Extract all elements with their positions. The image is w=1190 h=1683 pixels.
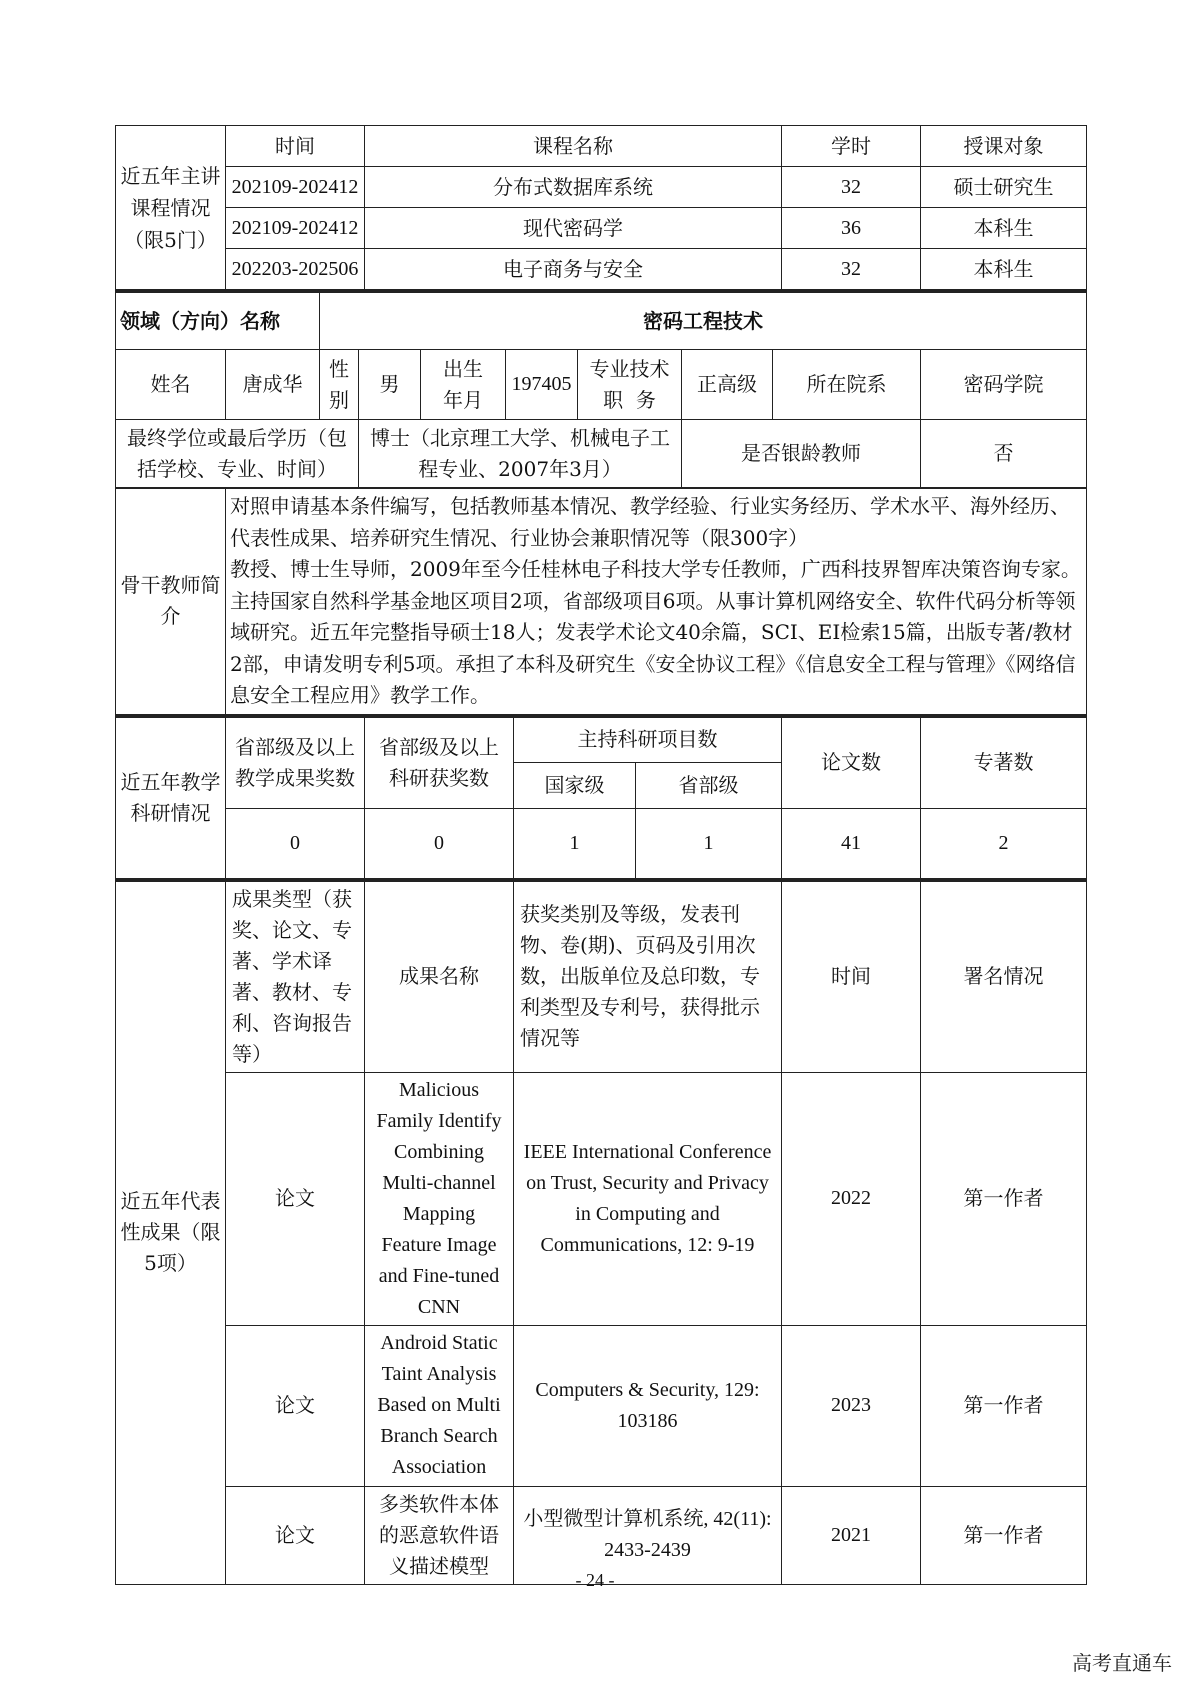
papers-count: 41: [782, 808, 921, 878]
table-row: [116, 249, 1087, 290]
books-count: 2: [921, 808, 1087, 878]
courses-table: [115, 125, 1087, 290]
course-hours: 36: [782, 208, 921, 249]
national-label: 国家级: [514, 762, 636, 808]
teacher-dept: 密码学院: [921, 350, 1087, 420]
achievement-time: 2021: [782, 1486, 921, 1584]
birth-label: 出生年月: [421, 350, 506, 420]
achievement-author: 第一作者: [921, 1072, 1087, 1325]
field-label: 领域（方向）名称: [116, 292, 320, 350]
teach-award-count: 0: [226, 808, 365, 878]
title-label: 专业技术职 务: [578, 350, 682, 420]
table-row: [116, 1325, 1087, 1486]
courses-section-label: 近五年主讲课程情况（限5门）: [116, 126, 226, 290]
teach-award-label: 省部级及以上教学成果奖数: [226, 716, 365, 808]
course-hours: 32: [782, 249, 921, 290]
achievement-detail: 小型微型计算机系统, 42(11): 2433-2439: [514, 1486, 782, 1584]
dept-label: 所在院系: [773, 350, 921, 420]
achievements-table: [115, 879, 1087, 1585]
course-name: 电子商务与安全: [365, 249, 782, 290]
achievements-label: 近五年代表性成果（限5项）: [116, 880, 226, 1584]
degree-label: 最终学位或最后学历（包括学校、专业、时间）: [116, 420, 359, 488]
achievement-type: 论文: [226, 1325, 365, 1486]
col-header-name: 成果名称: [365, 880, 514, 1072]
course-audience: 本科生: [921, 249, 1087, 290]
teacher-degree: 博士（北京理工大学、机械电子工程专业、2007年3月）: [359, 420, 682, 488]
achievement-time: 2022: [782, 1072, 921, 1325]
col-header-detail: 获奖类别及等级，发表刊物、卷(期)、页码及引用次数，出版单位及总印数，专利类型及专利号，获得批示情况等: [514, 880, 782, 1072]
gender-label: 性别: [320, 350, 359, 420]
teacher-info-table: [115, 290, 1087, 488]
sci-award-label: 省部级及以上科研获奖数: [365, 716, 514, 808]
books-label: 专著数: [921, 716, 1087, 808]
intro-label: 骨干教师简介: [116, 489, 226, 715]
achievement-type: 论文: [226, 1486, 365, 1584]
teacher-gender: 男: [359, 350, 421, 420]
papers-label: 论文数: [782, 716, 921, 808]
achievement-detail: Computers & Security, 129: 103186: [514, 1325, 782, 1486]
col-header-author: 署名情况: [921, 880, 1087, 1072]
course-hours: 32: [782, 167, 921, 208]
teacher-silver: 否: [921, 420, 1087, 488]
name-label: 姓名: [116, 350, 226, 420]
table-row: [116, 208, 1087, 249]
achievement-detail: IEEE International Conference on Trust, Security and Privacy in Computing and Communications, 12: 9-19: [514, 1072, 782, 1325]
projects-label: 主持科研项目数: [514, 716, 782, 762]
achievement-time: 2023: [782, 1325, 921, 1486]
research-table: [115, 715, 1087, 879]
provincial-count: 1: [636, 808, 782, 878]
course-time: 202109-202412: [226, 208, 365, 249]
intro-content: [226, 489, 1087, 715]
course-name: 现代密码学: [365, 208, 782, 249]
page-number: - 24 -: [575, 1570, 615, 1590]
table-row: [116, 167, 1087, 208]
col-header-audience: 授课对象: [921, 126, 1087, 167]
teacher-birth: 197405: [506, 350, 578, 420]
field-value: 密码工程技术: [320, 292, 1087, 350]
achievement-name: Malicious Family Identify Combining Multi-channel Mapping Feature Image and Fine-tuned CNN: [365, 1072, 514, 1325]
achievement-author: 第一作者: [921, 1325, 1087, 1486]
national-count: 1: [514, 808, 636, 878]
watermark: 高考直通车: [1072, 1651, 1172, 1675]
research-label: 近五年教学科研情况: [116, 716, 226, 878]
course-time: 202203-202506: [226, 249, 365, 290]
course-audience: 硕士研究生: [921, 167, 1087, 208]
col-header-course: 课程名称: [365, 126, 782, 167]
col-header-time: 时间: [782, 880, 921, 1072]
achievement-type: 论文: [226, 1072, 365, 1325]
application-form: [115, 125, 1086, 1585]
provincial-label: 省部级: [636, 762, 782, 808]
table-row: [116, 1072, 1087, 1325]
col-header-time: 时间: [226, 126, 365, 167]
teacher-title: 正高级: [682, 350, 773, 420]
achievement-name: Android Static Taint Analysis Based on Multi Branch Search Association: [365, 1325, 514, 1486]
achievement-name: 多类软件本体的恶意软件语义描述模型: [365, 1486, 514, 1584]
course-name: 分布式数据库系统: [365, 167, 782, 208]
course-time: 202109-202412: [226, 167, 365, 208]
sci-award-count: 0: [365, 808, 514, 878]
col-header-type: 成果类型（获奖、论文、专著、学术译著、教材、专利、咨询报告等）: [226, 880, 365, 1072]
teacher-name: 唐成华: [226, 350, 320, 420]
col-header-hours: 学时: [782, 126, 921, 167]
intro-text: 教授、博士生导师，2009年至今任桂林电子科技大学专任教师，广西科技界智库决策咨询专家。主持国家自然科学基金地区项目2项，省部级项目6项。从事计算机网络安全、软件代码分析等领域研究。近五年完整指导硕士18人；发表学术论文40余篇，SCI、EI检索15篇，出版专著/教材2部，申请发明专利5项。承担了本科及研究生《安全协议工程》《信息安全工程与管理》《网络信息安全工程应用》教学工作。: [230, 557, 1081, 707]
intro-table: [115, 488, 1087, 715]
course-audience: 本科生: [921, 208, 1087, 249]
achievement-author: 第一作者: [921, 1486, 1087, 1584]
intro-instruction: 对照申请基本条件编写，包括教师基本情况、教学经验、行业实务经历、学术水平、海外经历、代表性成果、培养研究生情况、行业协会兼职情况等（限300字）: [230, 494, 1070, 550]
silver-label: 是否银龄教师: [682, 420, 921, 488]
